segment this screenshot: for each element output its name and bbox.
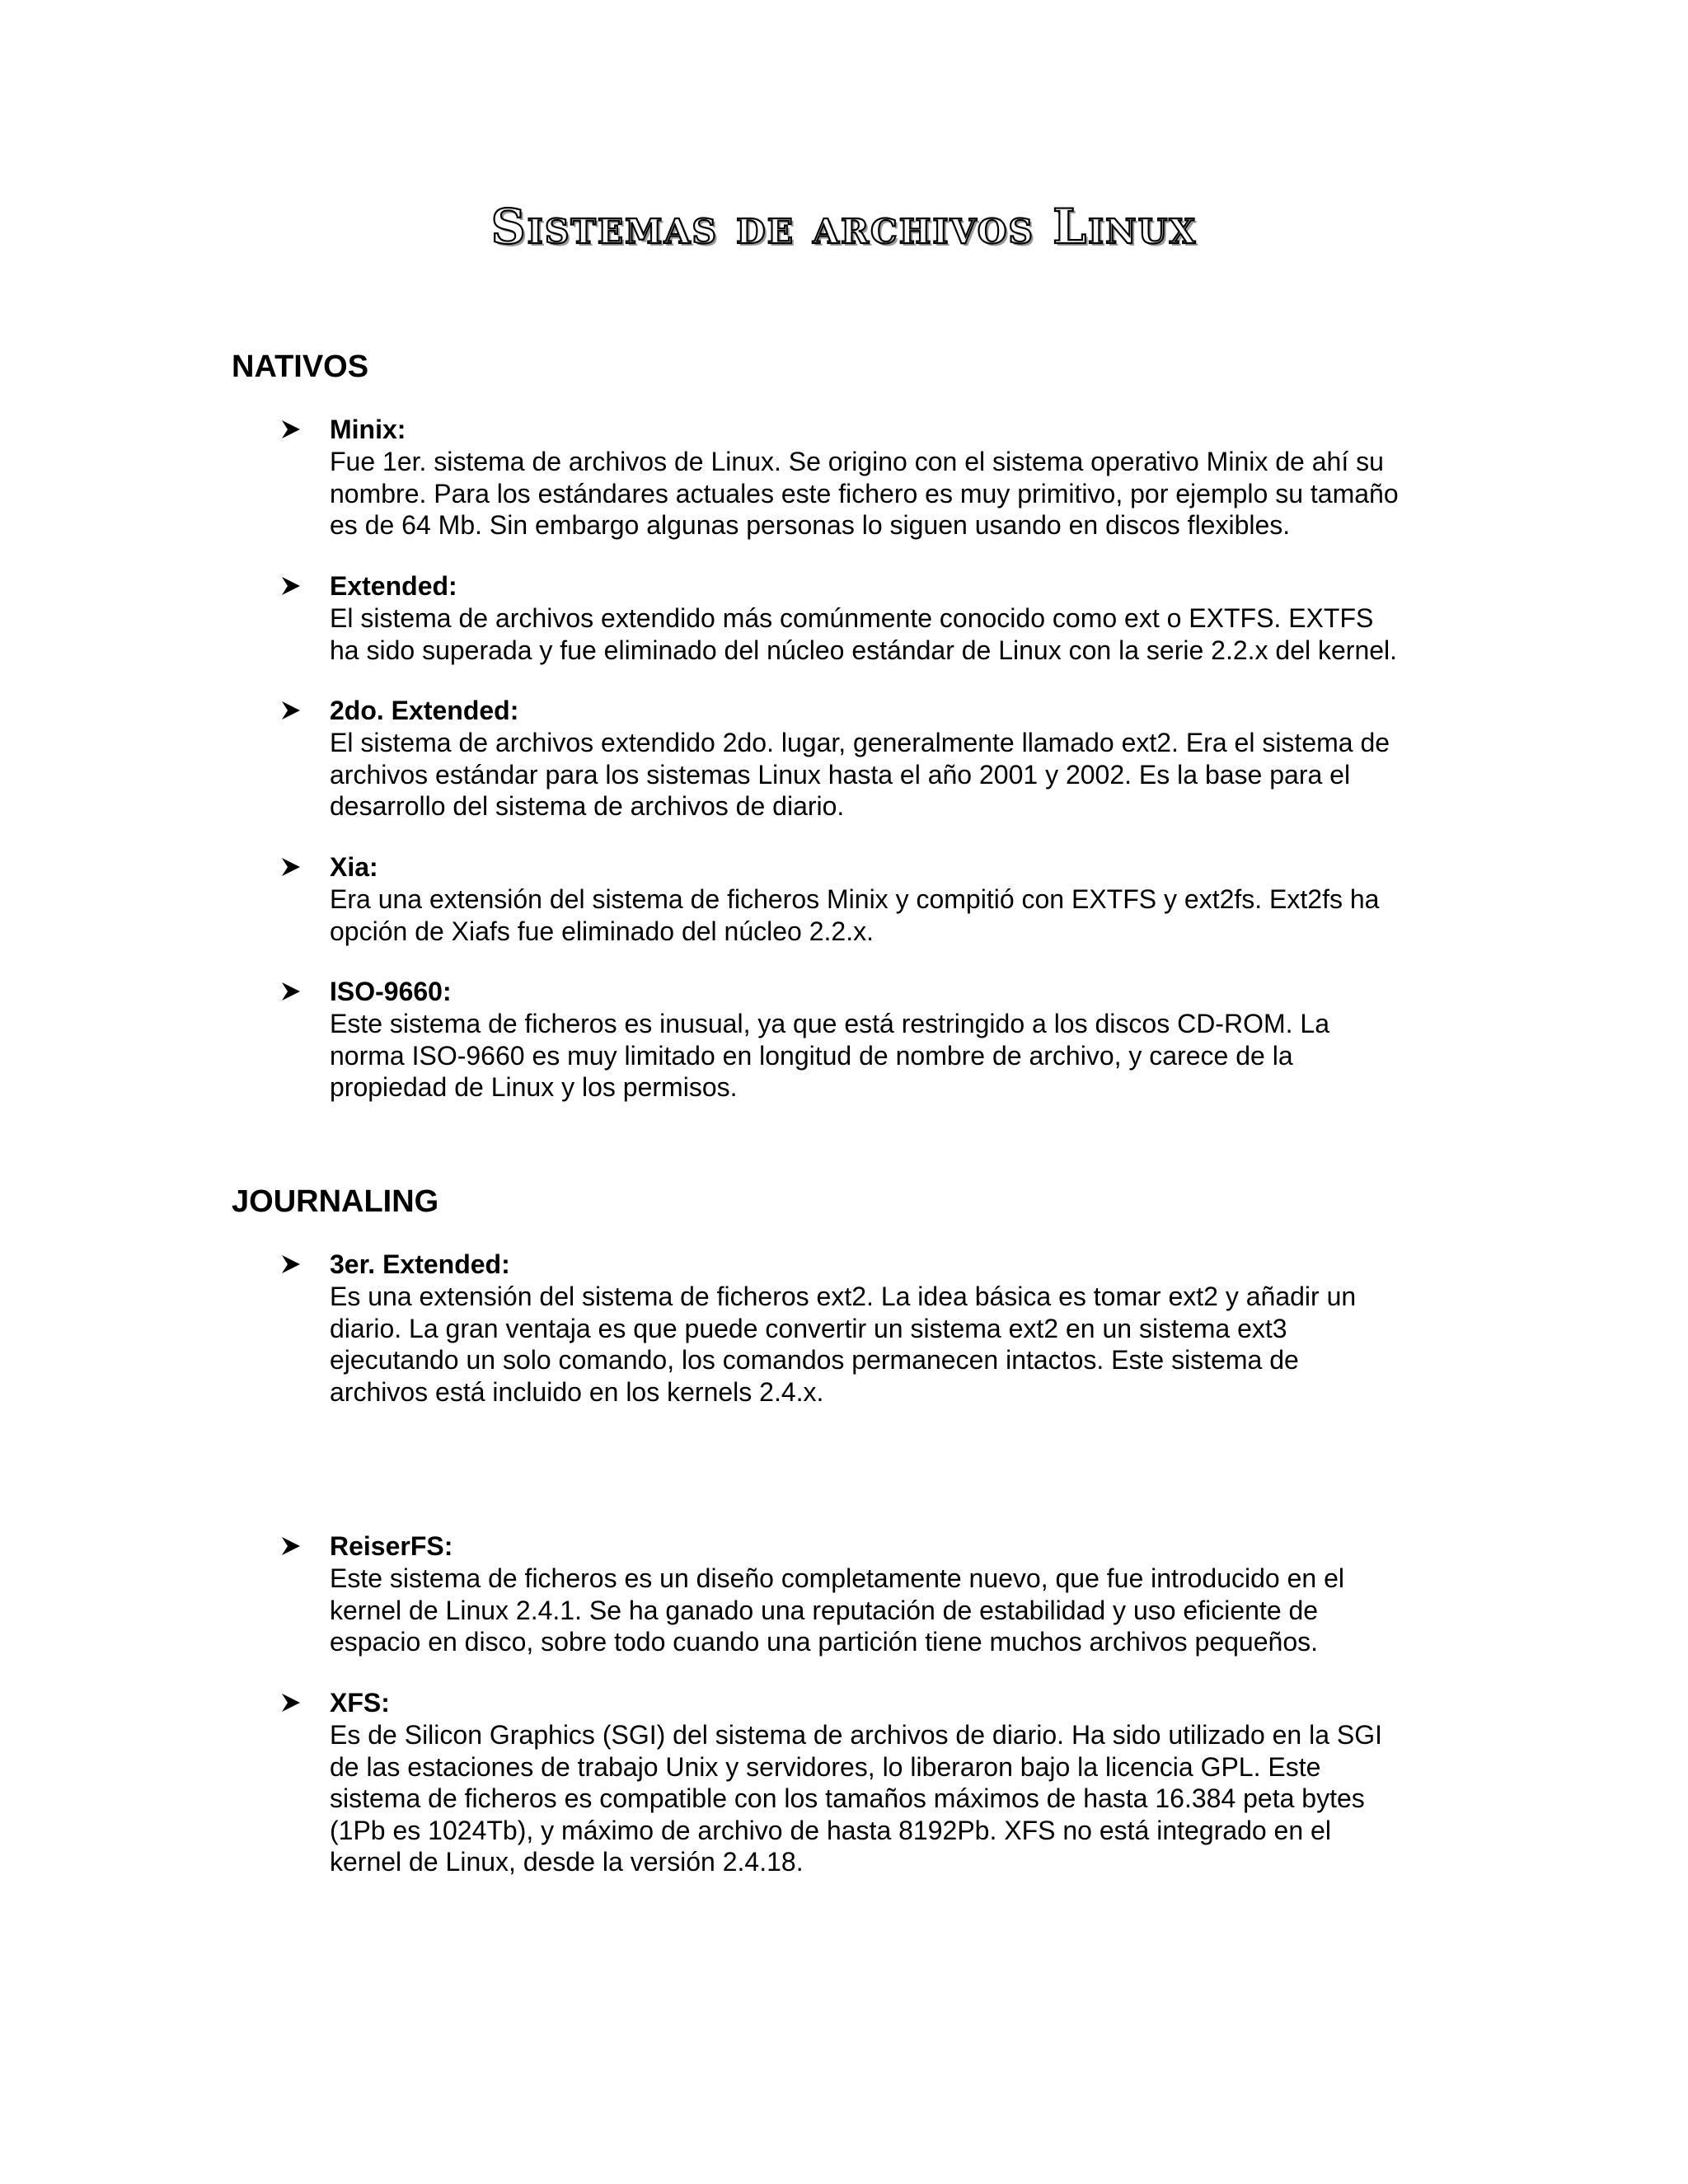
list-item-iso-9660 (280, 976, 1459, 1104)
item-title: ReiserFS: (330, 1531, 453, 1561)
arrowhead-bullet-icon (280, 419, 302, 440)
description-line: de las estaciones de trabajo Unix y servidores, lo liberaron bajo la licencia GPL. Este (330, 1751, 1321, 1782)
description-line: El sistema de archivos extendido más comúnmente conocido como ext o EXTFS. EXTFS (330, 603, 1374, 633)
description-line: (1Pb es 1024Tb), y máximo de archivo de hasta 8192Pb. XFS no está integrado en el (330, 1815, 1331, 1845)
list-item-extended (280, 570, 1459, 666)
item-title: XFS: (330, 1688, 390, 1718)
arrowhead-bullet-icon (280, 981, 302, 1002)
item-description (330, 1008, 1459, 1104)
description-line: espacio en disco, sobre todo cuando una partición tiene muchos archivos pequeños. (330, 1627, 1318, 1657)
description-line: ejecutando un solo comando, los comandos permanecen intactos. Este sistema de (330, 1345, 1299, 1375)
description-line: kernel de Linux, desde la versión 2.4.18. (330, 1847, 804, 1877)
list-item-minix (280, 414, 1459, 541)
arrowhead-bullet-icon (280, 1535, 302, 1557)
description-line: Es de Silicon Graphics (SGI) del sistema de archivos de diario. Ha sido utilizado en la SGI (330, 1720, 1383, 1750)
item-description (330, 446, 1459, 541)
item-description (330, 883, 1459, 947)
description-line: desarrollo del sistema de archivos de diario. (330, 791, 845, 821)
arrowhead-bullet-icon (280, 700, 302, 721)
description-line: Era una extensión del sistema de ficheros Minix y compitió con EXTFS y ext2fs. Ext2fs ha (330, 884, 1380, 914)
item-title: Minix: (330, 415, 406, 444)
arrowhead-bullet-icon (280, 575, 302, 597)
item-description (330, 1281, 1459, 1408)
description-line: nombre. Para los estándares actuales este fichero es muy primitivo, por ejemplo su tamaño (330, 478, 1399, 509)
item-title: 3er. Extended: (330, 1249, 510, 1279)
item-title: Xia: (330, 852, 378, 882)
description-line: es de 64 Mb. Sin embargo algunas personas lo siguen usando en discos flexibles. (330, 510, 1291, 540)
item-description (330, 1719, 1459, 1878)
section-heading-journaling: JOURNALING (232, 1184, 439, 1219)
item-title: ISO-9660: (330, 977, 452, 1006)
document-title: Sistemas de archivos Linux (490, 199, 1198, 255)
item-description (330, 602, 1459, 666)
description-line: sistema de ficheros es compatible con los tamaños máximos de hasta 16.384 peta bytes (330, 1783, 1365, 1813)
section-heading-nativos: NATIVOS (232, 349, 369, 384)
description-line: archivos está incluido en los kernels 2.4.x. (330, 1376, 824, 1407)
description-line: Este sistema de ficheros es inusual, ya que está restringido a los discos CD-ROM. La (330, 1009, 1329, 1038)
item-title: 2do. Extended: (330, 696, 519, 725)
arrowhead-bullet-icon (280, 856, 302, 878)
description-line: norma ISO-9660 es muy limitado en longitud de nombre de archivo, y carece de la (330, 1040, 1293, 1071)
arrowhead-bullet-icon (280, 1692, 302, 1713)
list-item-xfs (280, 1687, 1459, 1878)
description-line: Fue 1er. sistema de archivos de Linux. Se origino con el sistema operativo Minix de ahí su (330, 447, 1384, 476)
item-title: Extended: (330, 571, 457, 601)
list-item-reiserfs (280, 1530, 1459, 1658)
list-item-2do-extended (280, 695, 1459, 823)
description-line: Es una extensión del sistema de ficheros ext2. La idea básica es tomar ext2 y añadir un (330, 1282, 1357, 1311)
description-line: diario. La gran ventaja es que puede convertir un sistema ext2 en un sistema ext3 (330, 1313, 1287, 1343)
description-line: ha sido superada y fue eliminado del núcleo estándar de Linux con la serie 2.2.x del kernel. (330, 635, 1398, 665)
item-description (330, 727, 1459, 823)
description-line: archivos estándar para los sistemas Linux hasta el año 2001 y 2002. Es la base para el (330, 759, 1351, 790)
description-line: opción de Xiafs fue eliminado del núcleo 2.2.x. (330, 916, 874, 946)
list-item-3er-extended (280, 1249, 1459, 1408)
description-line: El sistema de archivos extendido 2do. lugar, generalmente llamado ext2. Era el sistema de (330, 728, 1390, 757)
description-line: propiedad de Linux y los permisos. (330, 1072, 738, 1102)
item-description (330, 1563, 1459, 1658)
description-line: Este sistema de ficheros es un diseño completamente nuevo, que fue introducido en el (330, 1563, 1344, 1593)
description-line: kernel de Linux 2.4.1. Se ha ganado una reputación de estabilidad y uso eficiente de (330, 1595, 1319, 1625)
arrowhead-bullet-icon (280, 1254, 302, 1275)
list-item-xia (280, 851, 1459, 947)
